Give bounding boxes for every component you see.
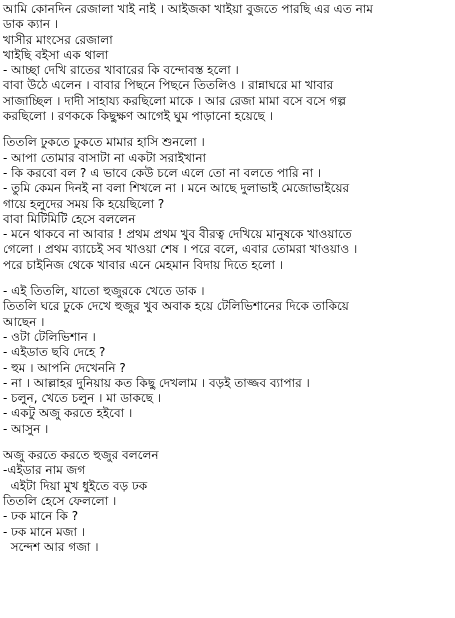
text-line: - ঢক মানে মজা । <box>3 524 86 539</box>
document-text <box>3 2 453 555</box>
text-line: গেলো । প্রথম ব্যাচেই সব খাওয়া শেষ । পরে বলে, এবার তোমরা খাওয়াও । <box>3 242 358 257</box>
text-line: তিতলি হেসে ফেললো । <box>3 493 117 508</box>
text-line: - আচ্ছা দেখি রাতের খাবারের কি বন্দোবস্ত হলো । <box>3 63 239 78</box>
text-line: - ওটা টেলিভিশান । <box>3 329 96 344</box>
text-line: খাসীর মাংসের রেজালা <box>3 32 113 47</box>
text-line: - মনে থাকবে না আবার ! প্রথম প্রথম খুব বীরত্ব দেখিয়ে মানুষকে খাওয়াতে <box>3 227 352 242</box>
text-line: বাবা মিটিমিটি হেসে বললেন <box>3 211 136 226</box>
text-line: আছেন । <box>3 314 45 329</box>
text-line: - ঢক মানে কি ? <box>3 509 79 524</box>
text-line: - চলুন, খেতে চলুন । মা ডাকছে । <box>3 391 162 406</box>
text-line: অজু করতে করতে হুজুর বললেন <box>3 448 159 463</box>
text-line: আমি কোনদিন রেজালা খাই নাই । আইজকা খাইয়া বুজতে পারছি এর এত নাম <box>3 2 373 16</box>
paragraph-gap <box>3 124 453 135</box>
text-line: - এই তিতলি, যাতো হুজুরকে খেতে ডাক । <box>3 284 205 299</box>
text-line: - আসুন । <box>3 421 49 436</box>
text-line: সাজাচ্ছিল । দাদী সাহায্য করছিলো মাকে । আর রেজা মামা বসে বসে গল্প <box>3 93 346 108</box>
paragraph-gap <box>3 273 453 284</box>
text-line: পরে চাইনিজ থেকে খাবার এনে মেহমান বিদায় দিতে হলো । <box>3 257 284 272</box>
text-line: তিতলি ঘরে ঢুকে দেখে হুজুর খুব অবাক হয়ে টেলিভিশানের দিকে তাকিয়ে <box>3 299 349 314</box>
text-line: ডাক ক্যান । <box>3 17 59 32</box>
text-line: - না । আল্লাহর দুনিয়ায় কত কিছু দেখলাম । বড়ই তাজ্জব ব্যাপার । <box>3 375 310 390</box>
text-line: করছিলো । রণককে কিছুক্ষণ আগেই ঘুম পাড়ানো হয়েছে । <box>3 109 274 124</box>
text-line: - এইডাত ছবি দেহে ? <box>3 345 106 360</box>
text-line: - একটু অজু করতে হইবো । <box>3 406 133 421</box>
text-line: বাবা উঠে এলেন । বাবার পিছনে পিছনে তিতলিও । রান্নাঘরে মা খাবার <box>3 78 334 93</box>
text-line: এইটা দিয়া মুখ ধুইতে বড় ঢক <box>3 478 148 493</box>
text-line: তিতলি ঢুকতে ঢুকতে মামার হাসি শুনলো । <box>3 135 205 150</box>
text-line: - কি করবো বল ? এ ভাবে কেউ চলে এলে তো না বলতে পারি না । <box>3 165 322 180</box>
text-line: -এইডার নাম জগ <box>3 463 86 478</box>
paragraph-gap <box>3 437 453 448</box>
text-line: - আপা তোমার বাসাটা না একটা সরাইখানা <box>3 150 206 165</box>
text-line: - হুম । আপনি দেখেননি ? <box>3 360 126 375</box>
text-line: খাইছি বইসা এক থালা <box>3 47 109 62</box>
text-line: সন্দেশ আর গজা । <box>3 539 99 554</box>
text-line: গায়ে হলুদের সময় কি হয়েছিলো ? <box>3 196 165 211</box>
text-line: - তুমি কেমন দিনই না বলা শিখলে না । মনে আছে দুলাভাই মেজোভাইয়ের <box>3 181 350 196</box>
